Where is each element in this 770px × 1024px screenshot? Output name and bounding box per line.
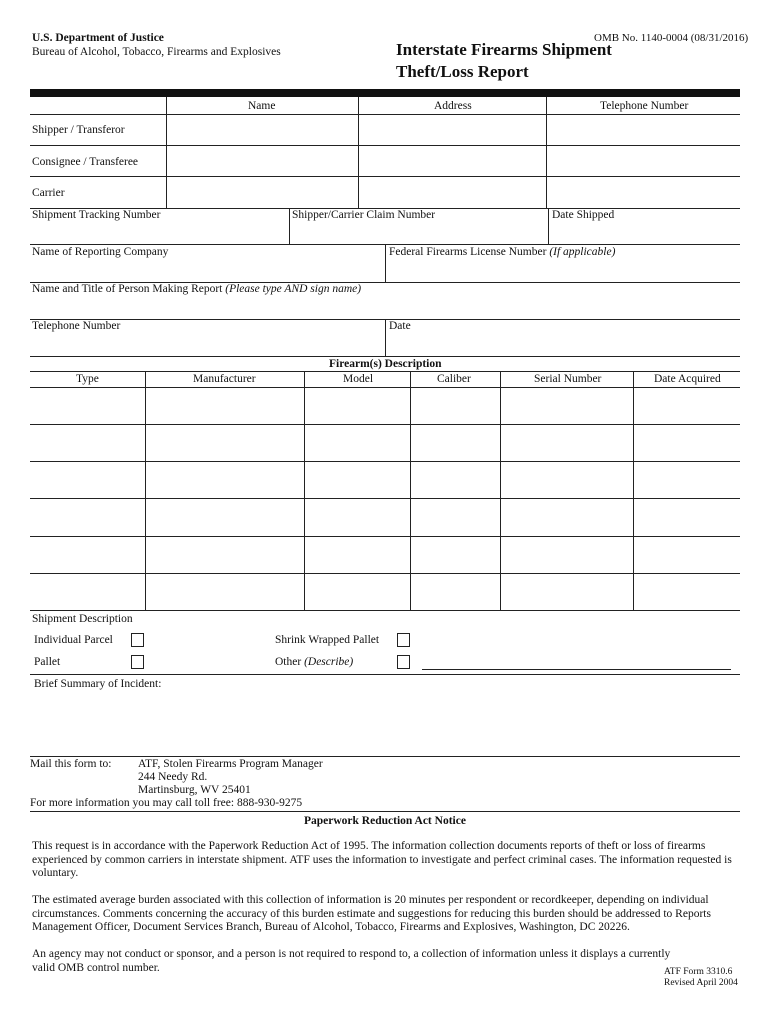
mail-label: Mail this form to: [30, 758, 112, 770]
firearms-section-title: Firearm(s) Description [329, 358, 442, 370]
label-pallet: Pallet [34, 656, 61, 668]
firearms-col-caliber: Caliber [437, 373, 471, 385]
label-other-text: Other [275, 656, 305, 668]
firearms-col-type: Type [76, 373, 99, 385]
notice-paragraph-1: This request is in accordance with the Paperwork Reduction Act of 1995. The information collection documents reports of theft or loss of firearms experienced by common carriers in interstate shipment. ATF uses the information to investigate and perfect criminal cases. The information requested is voluntary. [32, 840, 732, 879]
label-brief-summary: Brief Summary of Incident: [34, 678, 162, 690]
checkbox-shrink-wrapped[interactable] [397, 633, 410, 647]
mail-address-line3: Martinsburg, WV 25401 [138, 784, 251, 796]
firearms-row-divider [30, 573, 740, 574]
mail-address-line1: ATF, Stolen Firearms Program Manager [138, 758, 323, 770]
label-ffl-note: (If applicable) [549, 246, 616, 258]
label-tracking-number: Shipment Tracking Number [32, 209, 161, 221]
department-name: U.S. Department of Justice [32, 32, 164, 44]
label-ffl-text: Federal Firearms License Number [389, 246, 550, 258]
label-shrink-wrapped: Shrink Wrapped Pallet [275, 634, 380, 646]
label-reporting-company: Name of Reporting Company [32, 246, 169, 258]
firearms-col-date-acquired: Date Acquired [654, 373, 721, 385]
form-title-line1: Interstate Firearms Shipment [396, 40, 612, 59]
firearms-row-divider [30, 498, 740, 499]
firearms-col-manufacturer: Manufacturer [193, 373, 256, 385]
label-person-making-report [32, 283, 361, 296]
checkbox-other[interactable] [397, 655, 410, 669]
label-telephone-number: Telephone Number [32, 320, 121, 332]
form-number: ATF Form 3310.6 [664, 967, 733, 977]
notice-paragraph-2: The estimated average burden associated with this collection of information is 20 minutes per respondent or recordkeeper, depending on individual circumstances. Comments concerning the accuracy of this burden estimate and suggestions for reducing this burden should be addressed to Reports Management Officer, Document Services Branch, Bureau of Alcohol, Tobacco, Firearms and Explosives, Washington, DC 20226. [32, 894, 711, 933]
firearms-row-divider [30, 424, 740, 425]
other-describe-line[interactable] [422, 669, 731, 670]
firearms-col-model: Model [343, 373, 374, 385]
form-title-line2: Theft/Loss Report [396, 62, 529, 81]
shipment-description-title: Shipment Description [32, 613, 133, 625]
notice-title: Paperwork Reduction Act Notice [304, 815, 466, 827]
row-label-carrier: Carrier [32, 187, 65, 199]
label-person-note: (Please type AND sign name) [225, 283, 362, 295]
label-other-note: (Describe) [304, 656, 354, 668]
firearms-col-serial: Serial Number [534, 373, 602, 385]
label-date: Date [389, 320, 411, 332]
mail-address-line2: 244 Needy Rd. [138, 771, 208, 783]
col-header-name: Name [248, 100, 276, 112]
label-ffl [389, 246, 615, 259]
row-label-consignee: Consignee / Transferee [32, 156, 139, 168]
col-header-telephone: Telephone Number [600, 100, 689, 112]
header-rule [30, 89, 740, 97]
label-person-text: Name and Title of Person Making Report [32, 283, 226, 295]
firearms-row-divider [30, 461, 740, 462]
omb-number: OMB No. 1140-0004 (08/31/2016) [594, 32, 749, 44]
checkbox-individual-parcel[interactable] [131, 633, 144, 647]
row-label-shipper: Shipper / Transferor [32, 124, 125, 136]
bureau-name: Bureau of Alcohol, Tobacco, Firearms and Explosives [32, 46, 281, 58]
mail-info-phone: For more information you may call toll free: 888-930-9275 [30, 797, 303, 809]
checkbox-pallet[interactable] [131, 655, 144, 669]
label-date-shipped: Date Shipped [552, 209, 615, 221]
label-other [275, 656, 353, 669]
form-revised-date: Revised April 2004 [664, 978, 738, 988]
notice-paragraph-3: An agency may not conduct or sponsor, and a person is not required to respond to, a collection of information unless it displays a currently valid OMB control number. [32, 948, 671, 974]
firearms-row-divider [30, 536, 740, 537]
label-claim-number: Shipper/Carrier Claim Number [292, 209, 436, 221]
col-header-address: Address [434, 100, 472, 112]
label-individual-parcel: Individual Parcel [34, 634, 113, 646]
